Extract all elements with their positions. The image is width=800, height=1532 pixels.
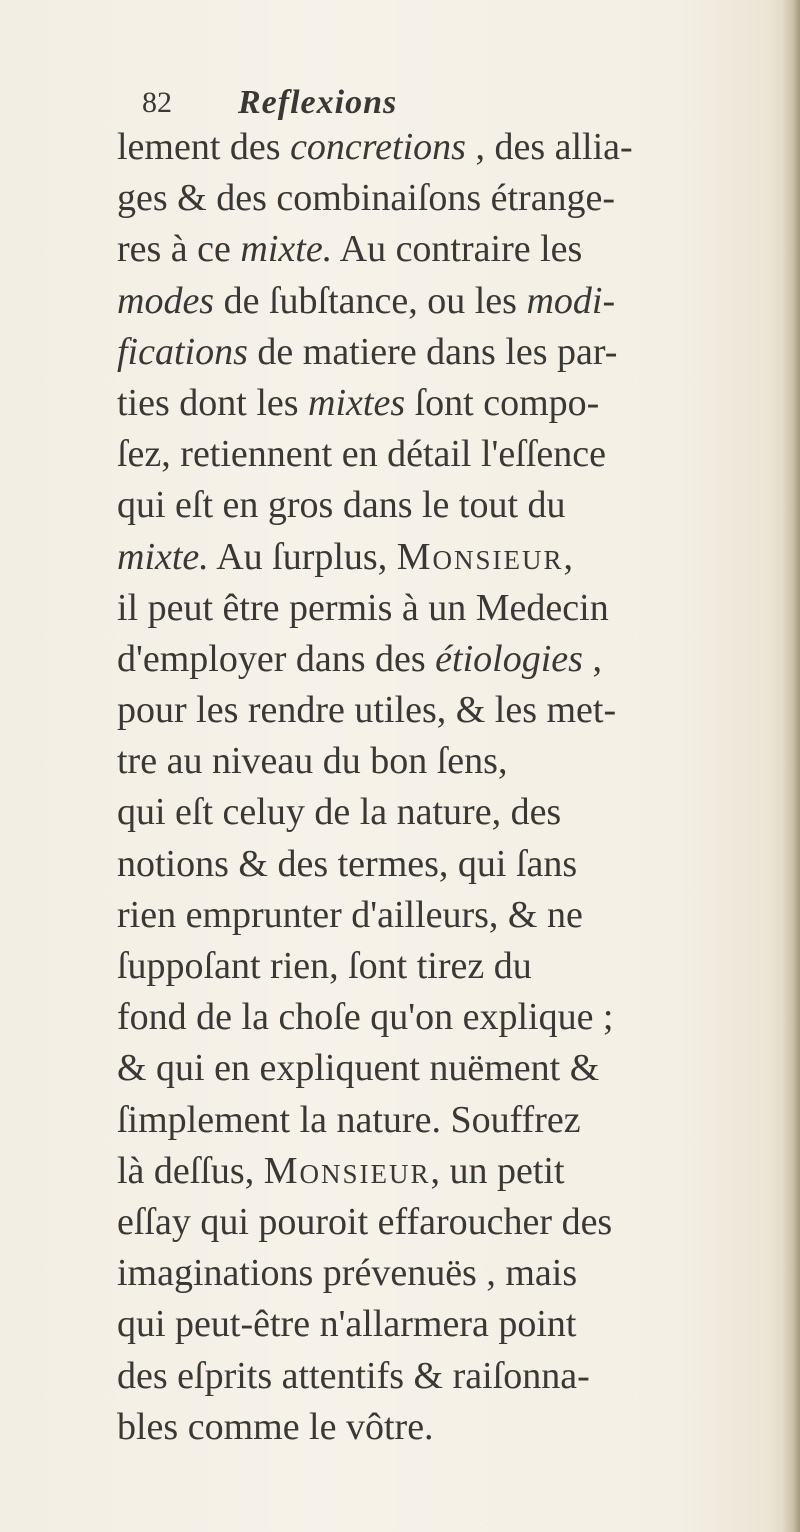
text-line xyxy=(117,1351,777,1402)
text-line xyxy=(117,1095,777,1146)
text-run: pour les rendre utiles, & les met- xyxy=(117,689,617,732)
text-run: lement des xyxy=(117,126,291,168)
small-caps-address: Monsieur xyxy=(263,1149,431,1192)
text-line xyxy=(117,173,777,224)
text-run: eſſay qui pouroit effaroucher des xyxy=(117,1200,613,1243)
italic-term: fications xyxy=(117,330,248,373)
text-line xyxy=(117,890,777,941)
text-run: rien emprunter d'ailleurs, & ne xyxy=(117,893,583,936)
text-run: des eſprits attentifs & raiſonna- xyxy=(117,1354,590,1397)
small-caps-address: Monsieur xyxy=(396,535,564,578)
italic-term: modi- xyxy=(526,279,616,322)
text-run: notions & des termes, qui ſans xyxy=(117,842,578,885)
text-line xyxy=(117,429,777,480)
text-run: , un petit xyxy=(430,1149,565,1192)
text-line xyxy=(117,1299,777,1350)
text-line xyxy=(117,224,777,275)
text-line xyxy=(117,583,777,634)
text-run: res à ce xyxy=(117,228,241,271)
text-line xyxy=(117,1197,777,1248)
text-line xyxy=(117,787,777,838)
text-run: qui eſt en gros dans le tout du xyxy=(117,484,566,527)
page-number: 82 xyxy=(142,86,172,119)
text-line xyxy=(117,839,777,890)
text-run: ſont compo- xyxy=(405,381,600,424)
text-run: ſuppoſant rien, ſont tirez du xyxy=(117,945,532,987)
text-run: il peut être permis à un Medecin xyxy=(117,586,609,629)
italic-term: mixte. xyxy=(117,535,209,578)
text-line xyxy=(117,532,777,583)
text-line xyxy=(117,276,777,327)
text-run: ges & des combinaiſons étrange- xyxy=(117,177,616,220)
text-run: tre au niveau du bon ſens, xyxy=(117,740,508,783)
text-line xyxy=(117,327,777,378)
text-run: ſez, retiennent en détail l'eſſence xyxy=(117,433,606,476)
text-run: imaginations prévenuës , mais xyxy=(117,1252,578,1295)
page-header xyxy=(142,78,702,128)
text-run: , xyxy=(582,637,602,680)
italic-term: étiologies xyxy=(435,637,583,680)
text-line xyxy=(117,1248,777,1299)
text-run: là deſſus, xyxy=(117,1149,264,1192)
body-text xyxy=(117,122,777,1453)
italic-term: mixte. xyxy=(240,228,333,271)
text-run: Au contraire les xyxy=(332,228,583,271)
running-head: Reflexions xyxy=(238,84,398,121)
text-run: d'employer dans des xyxy=(117,637,436,680)
text-run: fond de la choſe qu'on explique ; xyxy=(117,996,614,1039)
text-line xyxy=(117,480,777,531)
text-line xyxy=(117,122,777,173)
text-line xyxy=(117,1146,777,1197)
text-run: de matiere dans les par- xyxy=(247,330,618,373)
text-line xyxy=(117,941,777,992)
text-line xyxy=(117,634,777,685)
text-line xyxy=(117,1043,777,1094)
text-line xyxy=(117,992,777,1043)
italic-term: concretions xyxy=(290,126,466,168)
page-edge-shadow xyxy=(782,0,800,1532)
text-line xyxy=(117,1402,777,1453)
text-run: qui peut-être n'allarmera point xyxy=(117,1303,577,1346)
italic-term: modes xyxy=(117,279,215,322)
text-run: ties dont les xyxy=(117,381,309,424)
text-run: bles comme le vôtre. xyxy=(117,1405,434,1448)
text-line xyxy=(117,378,777,429)
text-run: ſimplement la nature. Souffrez xyxy=(117,1098,581,1141)
text-run: Au ſurplus, xyxy=(208,535,397,578)
text-line xyxy=(117,685,777,736)
text-run: de ſubſtance, ou les xyxy=(214,279,527,322)
text-run: qui eſt celuy de la nature, des xyxy=(117,791,562,834)
italic-term: mixtes xyxy=(308,381,406,424)
text-run: , des allia- xyxy=(465,126,633,168)
text-run: & qui en expliquent nuëment & xyxy=(117,1047,600,1090)
text-line xyxy=(117,736,777,787)
text-run: , xyxy=(563,535,573,578)
